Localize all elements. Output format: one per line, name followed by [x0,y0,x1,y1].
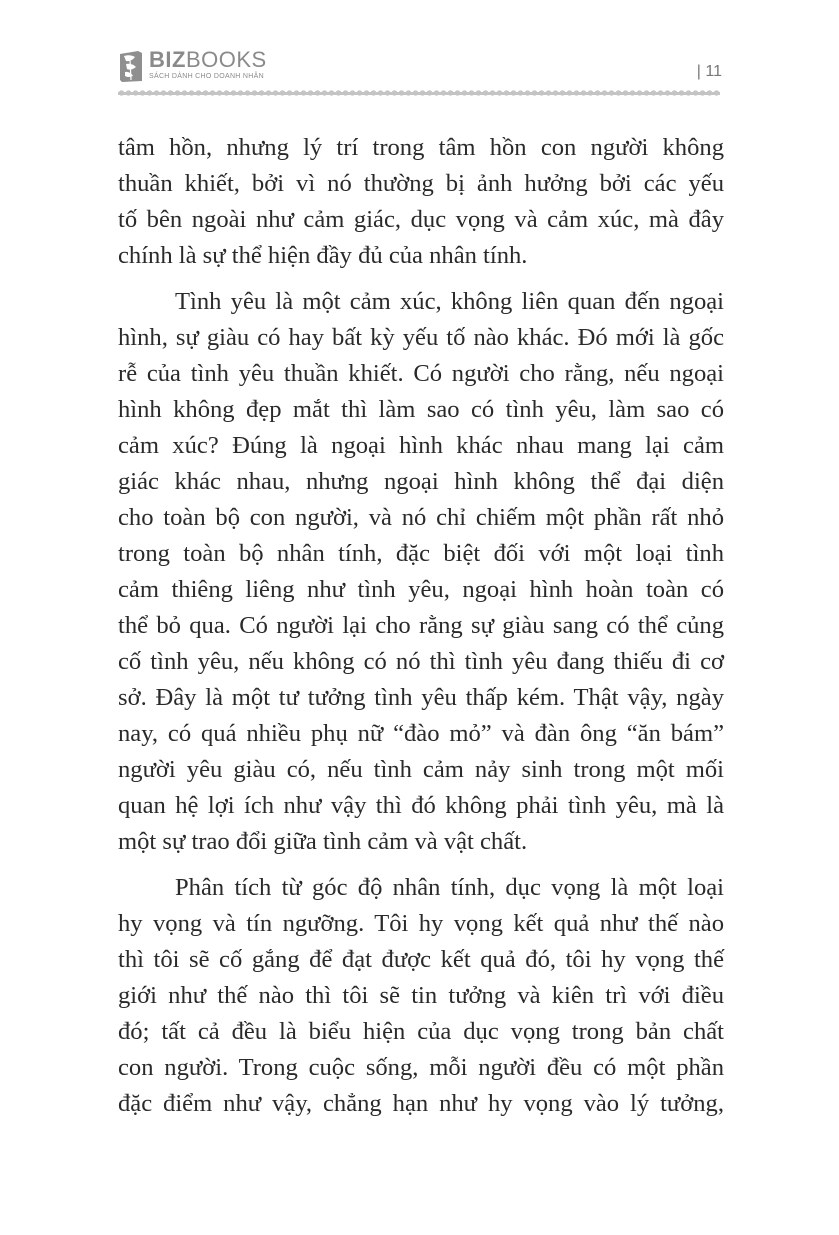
text-line: Tình yêu là một cảm xúc, không liên quan đến ngoại [175,288,724,315]
text-line: con người. Trong cuộc sống, mỗi người đều có một phần [118,1054,724,1081]
book-leaf-logo-icon [118,50,144,83]
text-line: cố tình yêu, nếu không có nó thì tình yêu đang thiếu đi cơ [118,648,724,675]
header-dotted-rule [118,90,720,96]
text-line: sở. Đây là một tư tưởng tình yêu thấp kém. Thật vậy, ngày [118,684,724,711]
text-line: thì tôi sẽ cố gắng để đạt được kết quả đó, tôi hy vọng thế [118,946,724,973]
logo-wordmark [149,48,267,72]
logo-word-bold: BIZ [149,47,186,72]
text-line: giới như thế nào thì tôi sẽ tin tưởng và kiên trì với điều [118,982,724,1009]
text-line: trong toàn bộ nhân tính, đặc biệt đối với một loại tình [118,540,724,567]
logo-tagline: SÁCH DÀNH CHO DOANH NHÂN [149,73,264,80]
text-line: rễ của tình yêu thuần khiết. Có người cho rằng, nếu ngoại [118,360,724,387]
page-number: | 11 [696,63,722,80]
text-line: đặc điểm như vậy, chẳng hạn như hy vọng vào lý tưởng, [118,1090,724,1117]
logo-word-light: BOOKS [185,47,267,72]
text-line: hình không đẹp mắt thì làm sao có tình yêu, làm sao có [118,396,724,423]
text-line: hình, sự giàu có hay bất kỳ yếu tố nào khác. Đó mới là gốc [118,324,724,351]
text-line: chính là sự thể hiện đầy đủ của nhân tính. [118,242,528,269]
text-line: hy vọng và tín ngưỡng. Tôi hy vọng kết quả như thế nào [118,910,724,937]
text-line: tâm hồn, nhưng lý trí trong tâm hồn con người không [118,134,724,161]
text-line: cảm thiêng liêng như tình yêu, ngoại hình hoàn toàn có [118,576,724,603]
text-line: Phân tích từ góc độ nhân tính, dục vọng là một loại [175,874,724,901]
body-text [118,130,724,1132]
text-line: giác khác nhau, nhưng ngoại hình không thể đại diện [118,468,724,495]
text-line: cảm xúc? Đúng là ngoại hình khác nhau mang lại cảm [118,432,724,459]
text-line: cho toàn bộ con người, và nó chỉ chiếm một phần rất nhỏ [118,504,724,531]
text-line: tố bên ngoài như cảm giác, dục vọng và cảm xúc, mà đây [118,206,724,233]
paragraph [118,870,724,1122]
text-line: đó; tất cả đều là biểu hiện của dục vọng trong bản chất [118,1018,724,1045]
bizbooks-logo [118,48,267,86]
text-line: thể bỏ qua. Có người lại cho rằng sự giàu sang có thể củng [118,612,724,639]
text-line: quan hệ lợi ích như vậy thì đó không phải tình yêu, mà là [118,792,724,819]
paragraph [118,284,724,860]
text-line: nay, có quá nhiều phụ nữ “đào mỏ” và đàn ông “ăn bám” [118,720,724,747]
text-line: một sự trao đổi giữa tình cảm và vật chất. [118,828,528,855]
paragraph [118,130,724,274]
text-line: thuần khiết, bởi vì nó thường bị ảnh hưởng bởi các yếu [118,170,724,197]
text-line: người yêu giàu có, nếu tình cảm nảy sinh trong một mối [118,756,724,783]
page-header [118,48,722,98]
